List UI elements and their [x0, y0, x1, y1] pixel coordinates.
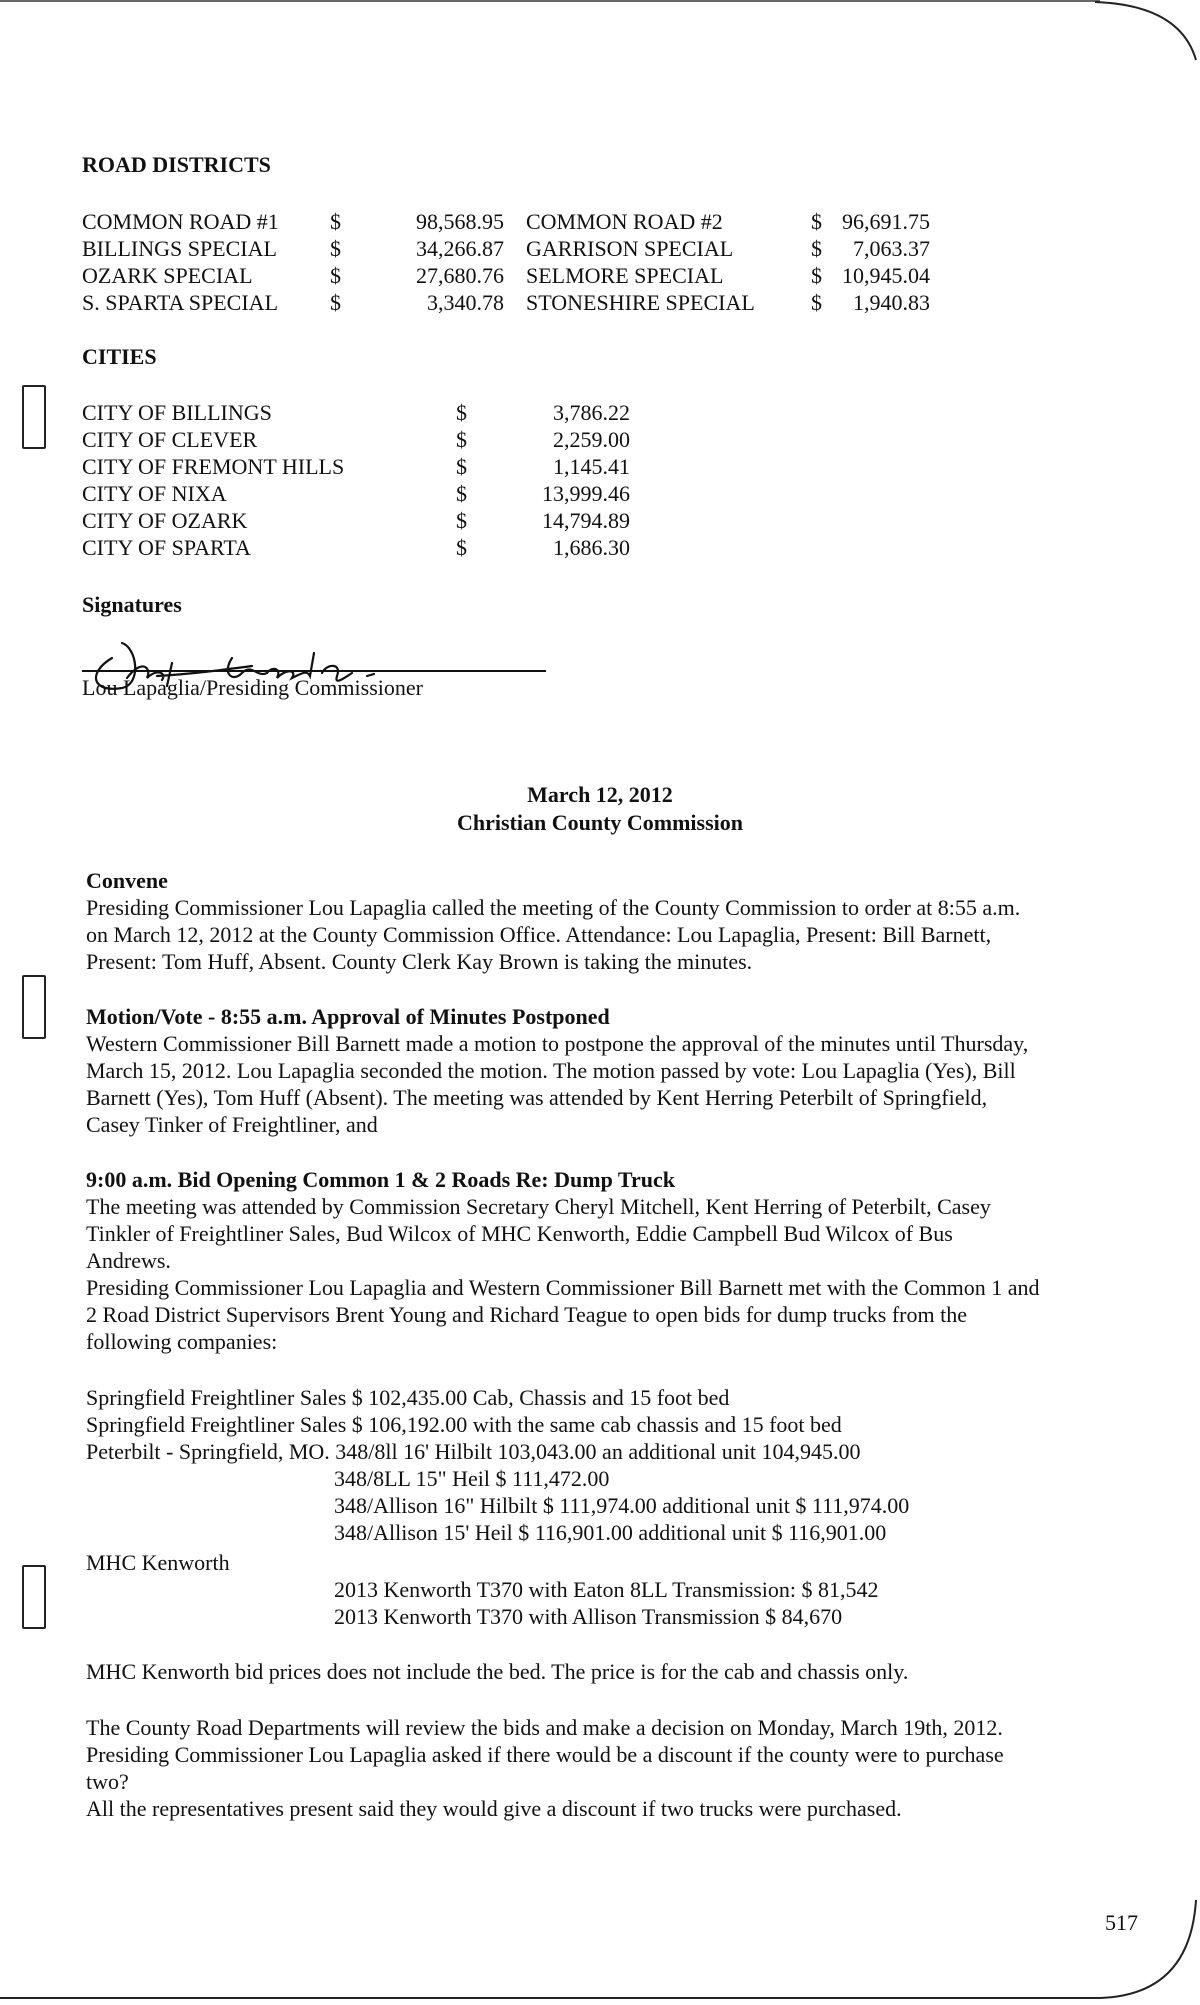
road-district-amount: 10,945.04 — [842, 263, 930, 288]
currency-symbol: $ — [456, 535, 467, 560]
page-number: 517 — [1105, 1910, 1138, 1935]
currency-symbol: $ — [456, 454, 467, 479]
road-district-name: S. SPARTA SPECIAL — [82, 290, 279, 315]
bid-line: 2 Road District Supervisors Brent Young and Richard Teague to open bids for dump trucks from the — [86, 1302, 967, 1327]
convene-line: Presiding Commissioner Lou Lapaglia called the meeting of the County Commission to order at 8:55 a.m. — [86, 895, 1021, 920]
city-name: CITY OF CLEVER — [82, 427, 258, 452]
currency-symbol: $ — [330, 209, 341, 234]
road-district-name: STONESHIRE SPECIAL — [526, 290, 755, 315]
road-district-amount: 34,266.87 — [416, 236, 504, 261]
kenworth-label: MHC Kenworth — [86, 1550, 230, 1575]
currency-symbol: $ — [811, 236, 822, 261]
city-name: CITY OF NIXA — [82, 481, 227, 506]
bid-entry: Springfield Freightliner Sales $ 106,192.00 with the same cab chassis and 15 foot bed — [86, 1412, 842, 1437]
currency-symbol: $ — [811, 263, 822, 288]
city-name: CITY OF BILLINGS — [82, 400, 272, 425]
road-districts-heading: ROAD DISTRICTS — [82, 152, 271, 177]
closing-line: All the representatives present said they would give a discount if two trucks were purchased. — [86, 1796, 902, 1821]
bid-line: The meeting was attended by Commission Secretary Cheryl Mitchell, Kent Herring of Peterbilt, Casey — [86, 1194, 991, 1219]
closing-line: two? — [86, 1769, 129, 1794]
city-amount: 14,794.89 — [542, 508, 630, 533]
bid-heading: 9:00 a.m. Bid Opening Common 1 & 2 Roads Re: Dump Truck — [86, 1167, 675, 1192]
bid-line: Presiding Commissioner Lou Lapaglia and Western Commissioner Bill Barnett met with the Common 1 and — [86, 1275, 1040, 1300]
convene-line: on March 12, 2012 at the County Commission Office. Attendance: Lou Lapaglia, Present: Bill Barnett, — [86, 922, 992, 947]
convene-heading: Convene — [86, 868, 168, 893]
scan-top-edge — [0, 0, 1100, 2]
city-amount: 1,686.30 — [553, 535, 630, 560]
binder-hole-mark — [22, 385, 46, 449]
binder-hole-mark — [22, 1565, 46, 1629]
closing-line: Presiding Commissioner Lou Lapaglia asked if there would be a discount if the county were to purchase — [86, 1742, 1004, 1767]
motion-line: Casey Tinker of Freightliner, and — [86, 1112, 378, 1137]
closing-line: The County Road Departments will review the bids and make a decision on Monday, March 19th, 2012. — [86, 1715, 1003, 1740]
signature-line — [82, 670, 546, 672]
bid-line: Tinkler of Freightliner Sales, Bud Wilcox of MHC Kenworth, Eddie Campbell Bud Wilcox of Bus — [86, 1221, 953, 1246]
motion-line: Barnett (Yes), Tom Huff (Absent). The meeting was attended by Kent Herring Peterbilt of Springfield, — [86, 1085, 988, 1110]
city-amount: 1,145.41 — [553, 454, 630, 479]
currency-symbol: $ — [811, 290, 822, 315]
meeting-date: March 12, 2012 — [527, 782, 673, 807]
road-district-name: GARRISON SPECIAL — [526, 236, 734, 261]
currency-symbol: $ — [456, 427, 467, 452]
currency-symbol: $ — [456, 508, 467, 533]
currency-symbol: $ — [330, 290, 341, 315]
bid-line: following companies: — [86, 1329, 278, 1354]
motion-heading: Motion/Vote - 8:55 a.m. Approval of Minutes Postponed — [86, 1004, 610, 1029]
peterbilt-sub-entry: 348/Allison 16" Hilbilt $ 111,974.00 additional unit $ 111,974.00 — [334, 1493, 910, 1518]
city-amount: 3,786.22 — [553, 400, 630, 425]
road-district-name: SELMORE SPECIAL — [526, 263, 724, 288]
signatures-heading: Signatures — [82, 592, 182, 617]
currency-symbol: $ — [330, 236, 341, 261]
city-amount: 13,999.46 — [542, 481, 630, 506]
motion-line: March 15, 2012. Lou Lapaglia seconded the motion. The motion passed by vote: Lou Lapaglia (Yes), Bill — [86, 1058, 1016, 1083]
bid-entry: Peterbilt - Springfield, MO. 348/8ll 16' Hilbilt 103,043.00 an additional unit 104,945.00 — [86, 1439, 861, 1464]
bid-line: Andrews. — [86, 1248, 171, 1273]
city-name: CITY OF SPARTA — [82, 535, 251, 560]
road-district-amount: 3,340.78 — [427, 290, 504, 315]
kenworth-sub-entry: 2013 Kenworth T370 with Eaton 8LL Transmission: $ 81,542 — [334, 1577, 879, 1602]
road-district-amount: 7,063.37 — [853, 236, 930, 261]
road-district-name: COMMON ROAD #1 — [82, 209, 279, 234]
cities-heading: CITIES — [82, 344, 157, 369]
city-name: CITY OF FREMONT HILLS — [82, 454, 345, 479]
kenworth-note: MHC Kenworth bid prices does not include the bed. The price is for the cab and chassis only. — [86, 1659, 909, 1684]
peterbilt-sub-entry: 348/8LL 15" Heil $ 111,472.00 — [334, 1466, 610, 1491]
currency-symbol: $ — [330, 263, 341, 288]
road-district-name: BILLINGS SPECIAL — [82, 236, 277, 261]
road-district-amount: 27,680.76 — [416, 263, 504, 288]
road-district-amount: 1,940.83 — [853, 290, 930, 315]
kenworth-sub-entry: 2013 Kenworth T370 with Allison Transmission $ 84,670 — [334, 1604, 843, 1629]
road-district-name: COMMON ROAD #2 — [526, 209, 723, 234]
motion-line: Western Commissioner Bill Barnett made a motion to postpone the approval of the minutes until Thursday, — [86, 1031, 1029, 1056]
city-name: CITY OF OZARK — [82, 508, 248, 533]
signer-caption: Lou Lapaglia/Presiding Commissioner — [82, 675, 423, 700]
convene-line: Present: Tom Huff, Absent. County Clerk Kay Brown is taking the minutes. — [86, 949, 753, 974]
road-district-amount: 96,691.75 — [842, 209, 930, 234]
currency-symbol: $ — [456, 400, 467, 425]
binder-hole-mark — [22, 975, 46, 1039]
peterbilt-sub-entry: 348/Allison 15' Heil $ 116,901.00 additional unit $ 116,901.00 — [334, 1520, 887, 1545]
currency-symbol: $ — [456, 481, 467, 506]
road-district-name: OZARK SPECIAL — [82, 263, 253, 288]
meeting-body: Christian County Commission — [456, 810, 744, 835]
road-district-amount: 98,568.95 — [416, 209, 504, 234]
city-amount: 2,259.00 — [553, 427, 630, 452]
bid-entry: Springfield Freightliner Sales $ 102,435.00 Cab, Chassis and 15 foot bed — [86, 1385, 730, 1410]
currency-symbol: $ — [811, 209, 822, 234]
